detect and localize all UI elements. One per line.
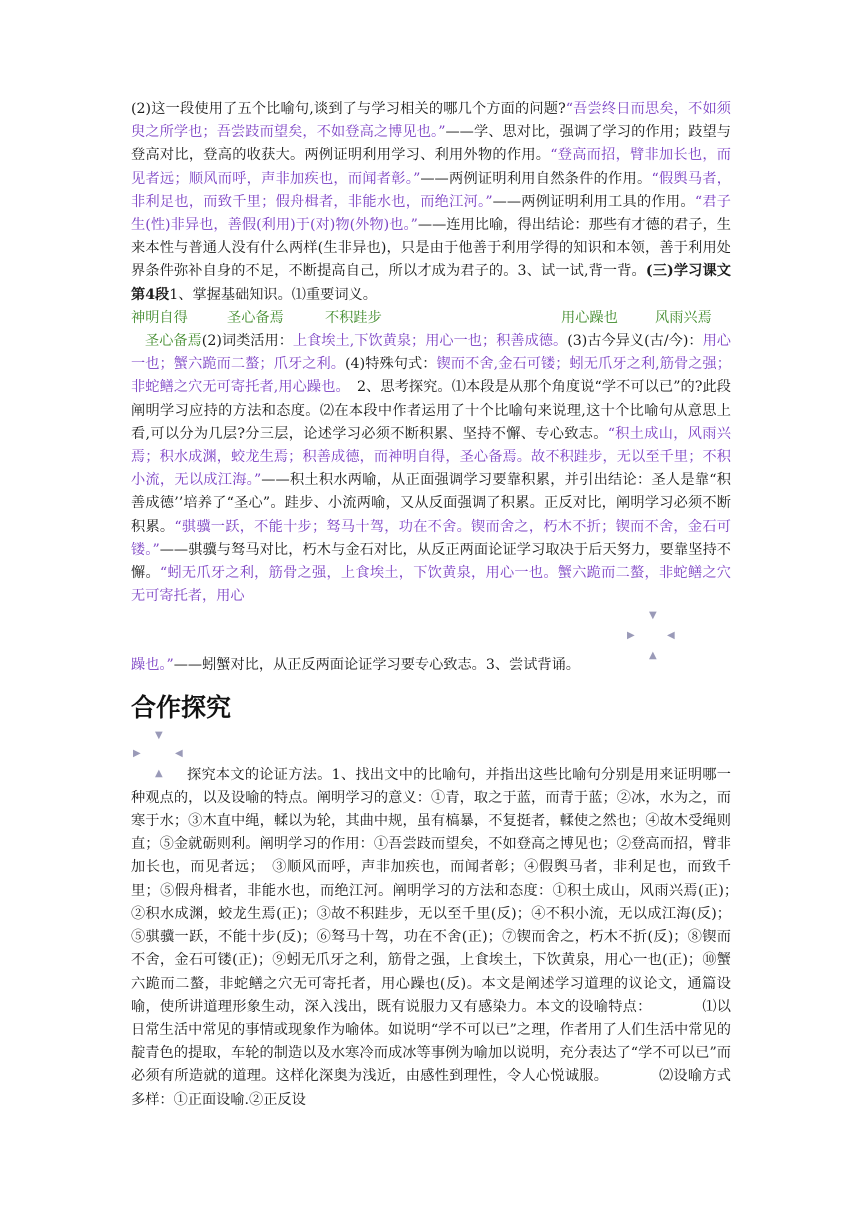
slide-nav-control[interactable] bbox=[131, 730, 191, 780]
quote: “蚓无爪牙之利，筋骨之强，上食埃土，下饮黄泉，用心一也。蟹六跪而二螯，非蛇鳝之穴无可寄托者，用心 bbox=[131, 565, 731, 605]
nav-up-icon[interactable]: ▼ bbox=[649, 610, 657, 622]
quote: “假舆马者，非利足也，而致千里；假舟楫者，非能水也，而绝江河。” bbox=[131, 170, 731, 210]
text: ——两例证明利用自然条件的作用。 bbox=[420, 170, 652, 187]
text: ——连用比喻，得出结论：那些有才德的君子，生来本性与普通人没有什么两样(生非异也)，只是由于他善于利用学得的知识和本领，善于利用处界条件弥补自身的不足，不断提高自己，所以才成为君子的。3、试一试,背一背。 bbox=[131, 217, 731, 280]
text: 探究本文的论证方法。1、找出文中的比喻句，并指出这些比喻句分别是用来证明哪一种观点的，以及设喻的特点。阐明学习的意义：①青，取之于蓝，而青于蓝；②冰，水为之，而寒于水；③木直中绳，輮以为轮，其曲中规，虽有槁暴，不复挺者，輮使之然也；④故木受绳则直；⑤金就砺则利。阐明学习的作用：①吾尝跂而望矣，不如登高之博见也；②登高而招，臂非加长也，而见者远； ③顺风而呼，声非加疾也，而闻者彰；④假舆马者，非利足也，而致千里；⑤假舟楫者，非能水也，而绝江河。阐明学习的方法和态度：①积土成山，风雨兴焉(正)； ②积水成渊，蛟龙生焉(正)；③故不积跬步，无以至千里(反)；④不积小流，无以成江海(反)；⑤骐骥一跃，不能十步(反)；⑥驽马十驾，功在不舍(正)；⑦锲而舍之，朽木不折(反)；⑧锲而不舍，金石可镂(正)；⑨蚓无爪牙之利，筋骨之强，上食埃土，下饮黄泉，用心一也(正)；⑩蟹六跪而二螯，非蛇鳝之穴无可寄托者，用心躁也(反)。本文是阐述学习道理的议论文，通篇设喻，使所讲道理形象生动，深入浅出，既有说服力又有感染力。本文的设喻特点： ⑴以日常生活中常见的事情或现象作为喻体。如说明“学不可以已”之理，作者用了人们生活中常见的靛青色的提取，车轮的制造以及水寒冷而成冰等事例为喻加以说明，充分表达了“学不可以已”而必须有所造就的道理。这样化深奥为浅近，由感性到理性，令人心悦诚服。 ⑵设喻方式多样：①正面设喻.②正反设 bbox=[131, 766, 746, 1108]
nav-down-icon[interactable]: ▲ bbox=[155, 767, 163, 779]
quote: 上食埃土,下饮黄泉；用心一也；积善成德。 bbox=[292, 333, 568, 350]
quote: 躁也。” bbox=[131, 657, 174, 674]
nav-right-icon[interactable]: ◀ bbox=[667, 630, 675, 642]
quote: 用心一也；蟹六跪而二螯；爪牙之利。 bbox=[131, 333, 731, 373]
vocab-word: 圣心备焉 bbox=[145, 333, 202, 350]
text: (2)词类活用： bbox=[201, 333, 293, 350]
section-paragraph-1 bbox=[131, 98, 731, 608]
slide-nav-control[interactable] bbox=[617, 608, 677, 662]
nav-right-icon[interactable]: ◀ bbox=[175, 747, 183, 759]
document-page bbox=[131, 98, 746, 1112]
nav-left-icon[interactable]: ▶ bbox=[627, 630, 635, 642]
quote: “骐骥一跃，不能十步；驽马十驾，功在不舍。锲而舍之，朽木不折；锲而不舍，金石可镂。” bbox=[131, 518, 731, 558]
section-title: (三)学习课文第4段 bbox=[131, 263, 731, 303]
vocab-word: 不积跬步 bbox=[325, 309, 382, 326]
nav-left-icon[interactable]: ▶ bbox=[133, 747, 141, 759]
quote: “君子生(性)非异也，善假(利用)于(对)物(外物)也。” bbox=[131, 193, 731, 234]
quote: “吾尝终日而思矣，不如须臾之所学也；吾尝跂而望矣，不如登高之博见也。” bbox=[131, 101, 731, 141]
nav-up-icon[interactable]: ▼ bbox=[155, 729, 163, 741]
quote: 锲而不舍,金石可镂；蚓无爪牙之利,筋骨之强；非蛇鳝之穴无可寄托者,用心躁也。 bbox=[131, 356, 731, 396]
nav-down-icon[interactable]: ▲ bbox=[649, 650, 657, 662]
vocab-word: 圣心备焉 bbox=[227, 309, 284, 326]
text: ——骐骥与驽马对比，朽木与金石对比，从反正两面论证学习取决于后天努力，要靠坚持不懈。 bbox=[131, 541, 731, 582]
section-paragraph-2 bbox=[131, 764, 746, 1112]
vocab-word: 风雨兴焉 bbox=[655, 309, 712, 326]
vocab-word: 用心躁也 bbox=[561, 309, 618, 326]
quote: “登高而招，臂非加长也，而见者远；顺风而呼，声非加疾也，而闻者彰。” bbox=[131, 147, 731, 187]
text: (2)这一段使用了五个比喻句,谈到了与学习相关的哪几个方面的问题? bbox=[131, 101, 566, 117]
text: (3)古今异义(古/今)： bbox=[567, 333, 703, 350]
text: ——蚓蟹对比，从正反两面论证学习要专心致志。3、尝试背诵。 bbox=[173, 657, 580, 674]
text: ——积土积水两喻，从正面强调学习要靠积累，并引出结论：圣人是靠“积善成德’’培养了“圣心”。跬步、小流两喻，又从反面强调了积累。正反对比，阐明学习必须不断积累。 bbox=[131, 472, 731, 535]
text: (4)特殊句式： bbox=[345, 356, 437, 373]
section-heading: 合作探究 bbox=[131, 692, 232, 722]
section-paragraph-1-end bbox=[131, 654, 731, 677]
text: ——两例证明利用工具的作用。 bbox=[492, 193, 695, 210]
text: 2、思考探究。⑴本段是从那个角度说“学不可以已”的?此段阐明学习应持的方法和态度。⑵在本段中作者运用了十个比喻句来说理,这十个比喻句从意思上看,可以分为几层?分三层，论述学习必须不断积累、坚持不懈、专心致志。 bbox=[131, 379, 731, 442]
text: ——学、思对比，强调了学习的作用；跂望与登高对比，登高的收获大。两例证明利用学习、利用外物的作用。 bbox=[131, 124, 731, 164]
quote: “积土成山，风雨兴焉；积水成渊，蛟龙生焉；积善成德，而神明自得，圣心备焉。故不积跬步，无以至千里；不积小流，无以成江海。” bbox=[131, 425, 731, 489]
vocab-word: 神明自得 bbox=[131, 309, 188, 326]
text: 1、掌握基础知识。⑴重要词义。 bbox=[169, 286, 377, 303]
